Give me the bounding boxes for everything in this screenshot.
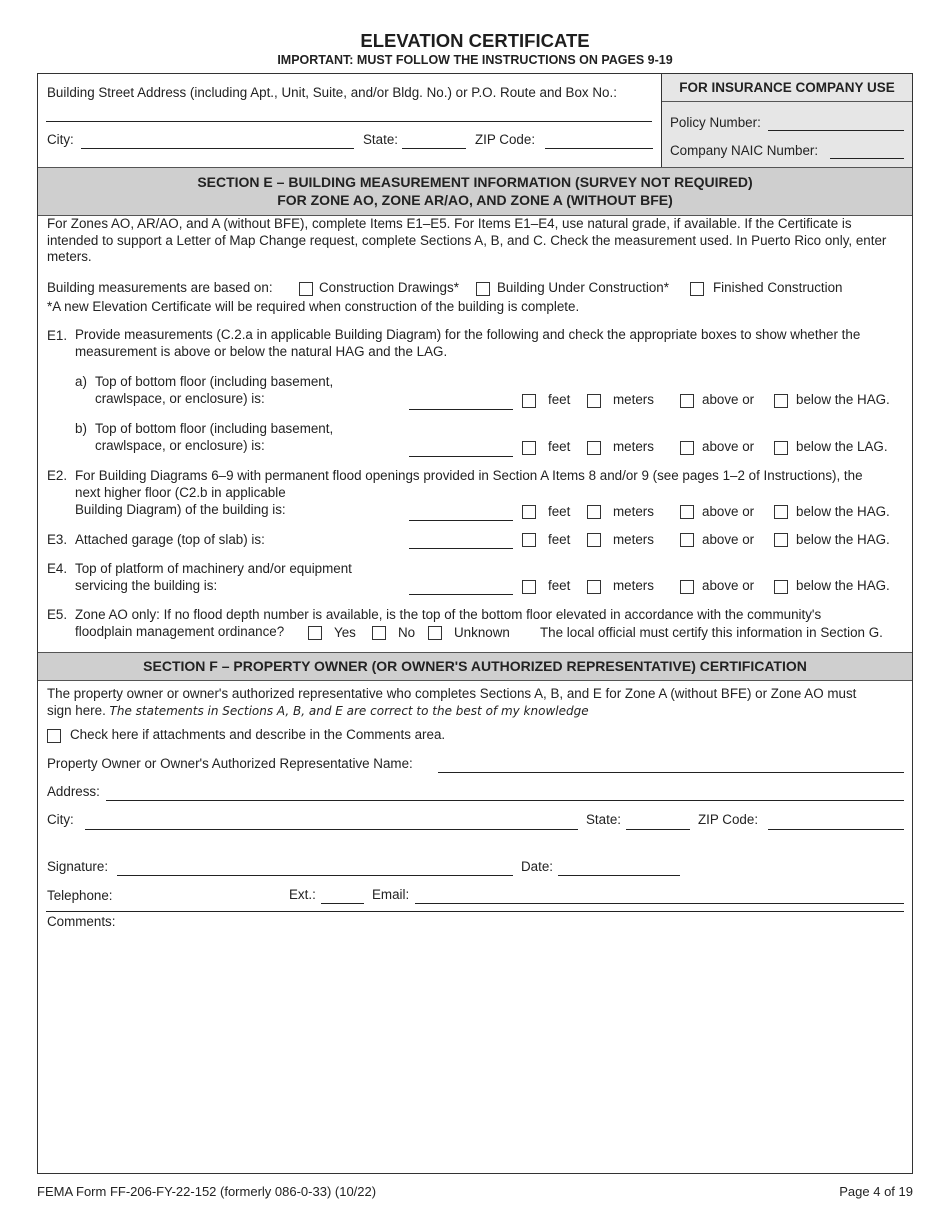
e3-meters-checkbox[interactable] — [587, 533, 601, 547]
top-state-label: State: — [363, 132, 398, 147]
new-certificate-note: *A new Elevation Certificate will be required when construction of the building is complete. — [47, 299, 580, 314]
owner-city-field[interactable] — [85, 829, 578, 830]
e2-line3: Building Diagram) of the building is: — [75, 502, 286, 517]
section-e-heading-line2: FOR ZONE AO, ZONE AR/AO, AND ZONE A (WITHOUT BFE) — [277, 192, 673, 208]
e1a-above-label: above or — [702, 392, 755, 407]
owner-address-label: Address: — [47, 784, 100, 799]
naic-number-field[interactable] — [830, 158, 904, 159]
e1b-above-label: above or — [702, 439, 755, 454]
e2-above-label: above or — [702, 504, 755, 519]
e3-below-checkbox[interactable] — [774, 533, 788, 547]
page-title: ELEVATION CERTIFICATE — [360, 30, 590, 51]
section-e-heading — [38, 167, 912, 216]
top-state-field[interactable] — [402, 148, 466, 149]
construction-drawings-label: Construction Drawings* — [319, 280, 459, 295]
e3-feet-checkbox[interactable] — [522, 533, 536, 547]
signature-label: Signature: — [47, 859, 109, 874]
attachments-checkbox[interactable] — [47, 729, 61, 743]
e3-label: E3. — [47, 532, 68, 547]
e3-feet-label: feet — [548, 532, 571, 547]
comments-area[interactable] — [46, 932, 904, 1168]
date-label: Date: — [521, 859, 554, 874]
signature-field[interactable] — [117, 875, 513, 876]
top-city-label: City: — [47, 132, 74, 147]
e1a-below-label: below the HAG. — [796, 392, 890, 407]
section-e-heading-line1: SECTION E – BUILDING MEASUREMENT INFORMATION (SURVEY NOT REQUIRED) — [197, 174, 753, 190]
page-subtitle: IMPORTANT: MUST FOLLOW THE INSTRUCTIONS ON PAGES 9-19 — [277, 53, 673, 67]
email-label: Email: — [372, 887, 410, 902]
telephone-label: Telephone: — [47, 888, 113, 903]
top-zip-field[interactable] — [545, 148, 653, 149]
e3-measurement-field[interactable] — [409, 548, 513, 549]
e4-line2: servicing the building is: — [75, 578, 218, 593]
rep-name-field[interactable] — [438, 772, 904, 773]
e4-measurement-field[interactable] — [409, 594, 513, 595]
e5-unknown-checkbox[interactable] — [428, 626, 442, 640]
insurance-heading: FOR INSURANCE COMPANY USE — [662, 74, 912, 102]
owner-zip-label: ZIP Code: — [698, 812, 759, 827]
e5-no-label: No — [398, 625, 416, 640]
e3-below-label: below the HAG. — [796, 532, 890, 547]
e1a-meters-label: meters — [613, 392, 654, 407]
e3-text: Attached garage (top of slab) is: — [75, 532, 265, 547]
e4-above-label: above or — [702, 578, 755, 593]
e4-above-checkbox[interactable] — [680, 580, 694, 594]
finished-construction-label: Finished Construction — [713, 280, 843, 295]
comments-label: Comments: — [47, 914, 116, 929]
rep-name-label: Property Owner or Owner's Authorized Representative Name: — [47, 756, 413, 771]
e5-yes-label: Yes — [334, 625, 356, 640]
e1b-line1: Top of bottom floor (including basement, — [95, 421, 334, 436]
under-construction-label: Building Under Construction* — [497, 280, 669, 295]
attachments-label: Check here if attachments and describe in the Comments area. — [70, 727, 446, 742]
e2-feet-label: feet — [548, 504, 571, 519]
date-field[interactable] — [558, 875, 680, 876]
owner-state-field[interactable] — [626, 829, 690, 830]
top-zip-label: ZIP Code: — [475, 132, 536, 147]
based-on-label: Building measurements are based on: — [47, 280, 273, 295]
e1a-feet-label: feet — [548, 392, 571, 407]
e1b-feet-label: feet — [548, 439, 571, 454]
e5-label: E5. — [47, 607, 68, 622]
e4-meters-label: meters — [613, 578, 654, 593]
e5-line2: floodplain management ordinance? — [75, 624, 285, 639]
e1a-feet-checkbox[interactable] — [522, 394, 536, 408]
under-construction-checkbox[interactable] — [476, 282, 490, 296]
e2-line1: For Building Diagrams 6–9 with permanent flood openings provided in Section A Items 8 and/or 9 (see pages 1–2 of Instructions), the — [75, 468, 863, 483]
section-e-intro: For Zones AO, AR/AO, and A (without BFE), complete Items E1–E5. For Items E1–E4, use natural grade, if available. If the Certificate is intended to support a Letter of Map Change request, complete Sections A, B, and C. Check the measurement used. In Puerto Rico only, enter meters. — [47, 216, 887, 264]
e4-label: E4. — [47, 561, 68, 576]
e1-label: E1. — [47, 328, 68, 343]
naic-number-label: Company NAIC Number: — [670, 143, 819, 158]
e4-meters-checkbox[interactable] — [587, 580, 601, 594]
building-address-field[interactable] — [46, 121, 652, 122]
e1b-meters-checkbox[interactable] — [587, 441, 601, 455]
e5-no-checkbox[interactable] — [372, 626, 386, 640]
e4-line1: Top of platform of machinery and/or equipment — [75, 561, 352, 576]
e1a-line2: crawlspace, or enclosure) is: — [95, 391, 265, 406]
form-id: FEMA Form FF-206-FY-22-152 (formerly 086-0-33) (10/22) — [37, 1184, 377, 1199]
e2-label: E2. — [47, 468, 68, 483]
e3-above-label: above or — [702, 532, 755, 547]
e1b-below-label: below the LAG. — [796, 439, 888, 454]
e2-feet-checkbox[interactable] — [522, 505, 536, 519]
e5-line1: Zone AO only: If no flood depth number is available, is the top of the bottom floor elevated in accordance with the community's — [75, 607, 822, 622]
e1a-label: a) — [75, 374, 87, 389]
ext-label: Ext.: — [289, 887, 316, 902]
finished-construction-checkbox[interactable] — [690, 282, 704, 296]
e5-yes-checkbox[interactable] — [308, 626, 322, 640]
e1b-meters-label: meters — [613, 439, 654, 454]
section-f-intro-sign-here: sign here. — [47, 703, 106, 718]
e2-meters-label: meters — [613, 504, 654, 519]
e1a-meters-checkbox[interactable] — [587, 394, 601, 408]
e1b-label: b) — [75, 421, 87, 436]
top-city-field[interactable] — [81, 148, 354, 149]
e4-below-label: below the HAG. — [796, 578, 890, 593]
e1a-measurement-field[interactable] — [409, 409, 513, 410]
e3-above-checkbox[interactable] — [680, 533, 694, 547]
construction-drawings-checkbox[interactable] — [299, 282, 313, 296]
policy-number-label: Policy Number: — [670, 115, 761, 130]
comments-divider — [46, 911, 904, 912]
email-field[interactable] — [415, 903, 904, 904]
e1b-below-checkbox[interactable] — [774, 441, 788, 455]
section-f-statement: The statements in Sections A, B, and E are correct to the best of my knowledge — [109, 704, 589, 718]
e1a-above-checkbox[interactable] — [680, 394, 694, 408]
ext-field[interactable] — [321, 903, 364, 904]
e2-meters-checkbox[interactable] — [587, 505, 601, 519]
e5-note: The local official must certify this information in Section G. — [540, 625, 883, 640]
section-f-intro-line2 — [47, 702, 589, 720]
section-f-heading: SECTION F – PROPERTY OWNER (OR OWNER'S AUTHORIZED REPRESENTATIVE) CERTIFICATION — [38, 652, 912, 681]
e1a-line1: Top of bottom floor (including basement, — [95, 374, 334, 389]
e1-text: Provide measurements (C.2.a in applicable Building Diagram) for the following and check the appropriate boxes to show whether the measurement is above or below the natural HAG and the LAG. — [75, 327, 861, 359]
page-number: Page 4 of 19 — [839, 1184, 913, 1199]
e2-below-checkbox[interactable] — [774, 505, 788, 519]
e1b-measurement-field[interactable] — [409, 456, 513, 457]
e2-below-label: below the HAG. — [796, 504, 890, 519]
owner-city-label: City: — [47, 812, 74, 827]
building-address-label: Building Street Address (including Apt., Unit, Suite, and/or Bldg. No.) or P.O. Route and Box No.: — [47, 85, 617, 100]
e4-below-checkbox[interactable] — [774, 580, 788, 594]
e4-feet-label: feet — [548, 578, 571, 593]
owner-zip-field[interactable] — [768, 829, 904, 830]
e5-unknown-label: Unknown — [454, 625, 510, 640]
e3-meters-label: meters — [613, 532, 654, 547]
e4-feet-checkbox[interactable] — [522, 580, 536, 594]
owner-state-label: State: — [586, 812, 621, 827]
owner-address-field[interactable] — [106, 800, 904, 801]
e2-above-checkbox[interactable] — [680, 505, 694, 519]
e1b-feet-checkbox[interactable] — [522, 441, 536, 455]
e2-measurement-field[interactable] — [409, 520, 513, 521]
e1a-below-checkbox[interactable] — [774, 394, 788, 408]
e1b-above-checkbox[interactable] — [680, 441, 694, 455]
section-f-intro-line1: The property owner or owner's authorized representative who completes Sections A, B, and E for Zone A (without BFE) or Zone AO must — [47, 686, 857, 701]
e2-line2: next higher floor (C2.b in applicable — [75, 485, 286, 500]
policy-number-field[interactable] — [768, 130, 904, 131]
e1b-line2: crawlspace, or enclosure) is: — [95, 438, 265, 453]
